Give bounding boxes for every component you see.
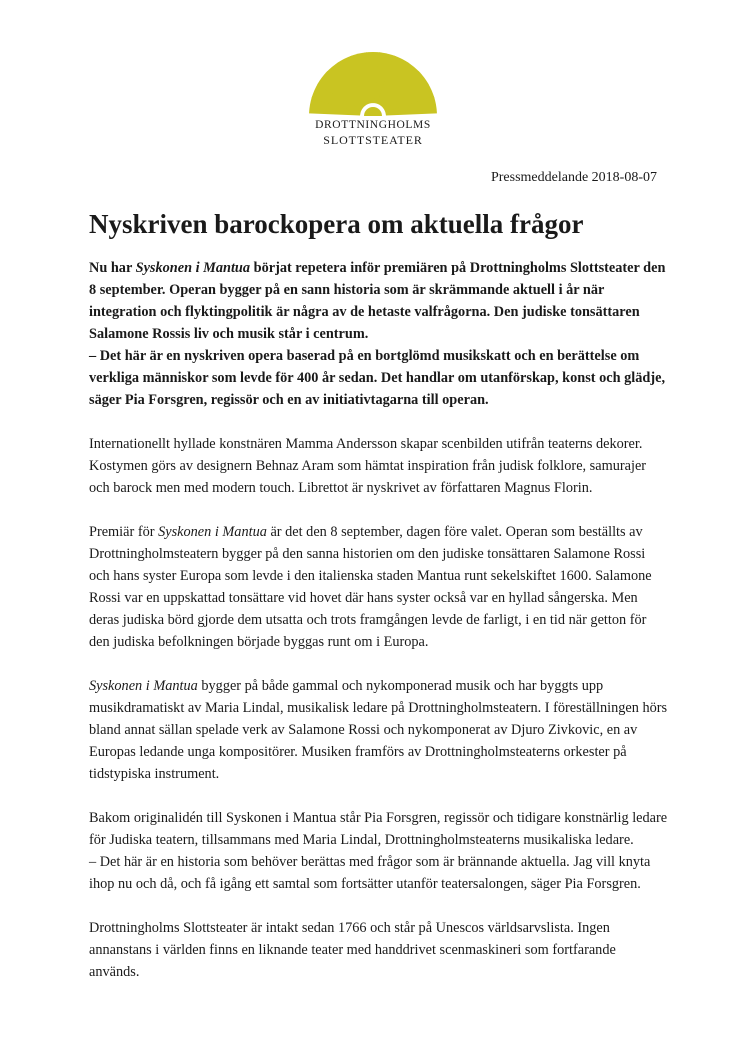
body-paragraph-1: Internationellt hyllade konstnären Mamma Andersson skapar scenbilden utifrån teaterns dekorer. Kostymen görs av designern Behnaz Aram som hämtat inspiration från judisk folklore, samurajer och barock men med modern touch. Librettot är nyskrivet av författaren Magnus Florin. [89, 436, 647, 496]
opera-title: Syskonen i Mantua [135, 260, 251, 276]
lead-paragraph-1: Nu har Syskonen i Mantua börjat repetera inför premiären på Drottningholms Slottsteater den 8 september. Operan bygger på en sann historia som är skrämmande aktuell i år när integration och flyktingpolitik är några av de hetaste valfrågorna. Den judiske tonsättaren Salamone Rossis liv och musik står i centrum. [89, 260, 666, 342]
body-paragraph-2: Premiär för Syskonen i Mantua är det den 8 september, dagen före valet. Operan som beställts av Drottningholmsteatern bygger på den sanna historien om den judiske tonsättaren Salamone Rossi och hans syster Europa som levde i den italienska staden Mantua runt sekelskiftet 1600. Salamone Rossi var en uppskattad tonsättare vid hovet där hans syster också var en hyllad sångerska. Men deras judiska börd gjorde dem utsatta och trots framgången levde de farligt, i en tid när getton för den judiska befolkningen började byggas runt om i Europa. [89, 524, 652, 650]
press-release-date: Pressmeddelande 2018-08-07 [490, 170, 657, 185]
body-quote: – Det här är en historia som behöver berättas med frågor som är brännande aktuella. Jag vill knyta ihop nu och då, och få igång ett samtal som fortsätter utanför teatersalongen, säger Pia Forsgren. [89, 854, 651, 892]
lead-paragraph-2: – Det här är en nyskriven opera baserad på en bortglömd musikskatt och en berättelse om verkliga människor som levde för 400 år sedan. Det handlar om utanförskap, konst och glädje, säger Pia Forsgren, regissör och en av initiativtagarna till operan. [89, 348, 666, 408]
opera-title: Syskonen i Mantua [158, 524, 267, 540]
body-paragraph-4: Bakom originalidén till Syskonen i Mantua står Pia Forsgren, regissör och tidigare konstnärlig ledare för Judiska teatern, tillsammans med Maria Lindal, Drottningholmsteaterns musikaliska ledare. [89, 810, 668, 848]
article-body [89, 257, 669, 983]
body-paragraph-6: Drottningholms Slottsteater är intakt sedan 1766 och står på Unescos världsarvslista. Ingen annanstans i världen finns en liknande teater med handdrivet scenmaskineri som fortfarande används. [89, 920, 616, 980]
headline: Nyskriven barockopera om aktuella frågor [89, 209, 584, 239]
org-name-line2: SLOTTSTEATER [323, 133, 423, 147]
body-paragraph-3: Syskonen i Mantua bygger på både gammal och nykomponerad musik och har byggts upp musikdramatiskt av Maria Lindal, musikalisk ledare på Drottningholmsteatern. I föreställningen hörs bland annat sällan spelade verk av Salamone Rossi och nykomponerat av Djuro Zivkovic, en av Europas ledande unga kompositörer. Musiken framförs av Drottningholmsteaterns orkester på tidstypiska instrument. [89, 678, 668, 782]
fan-hub [364, 107, 382, 116]
opera-title: Syskonen i Mantua [89, 678, 198, 694]
fan-logo-icon [300, 50, 446, 120]
org-name-line1: DROTTNINGHOLMS [315, 119, 431, 131]
